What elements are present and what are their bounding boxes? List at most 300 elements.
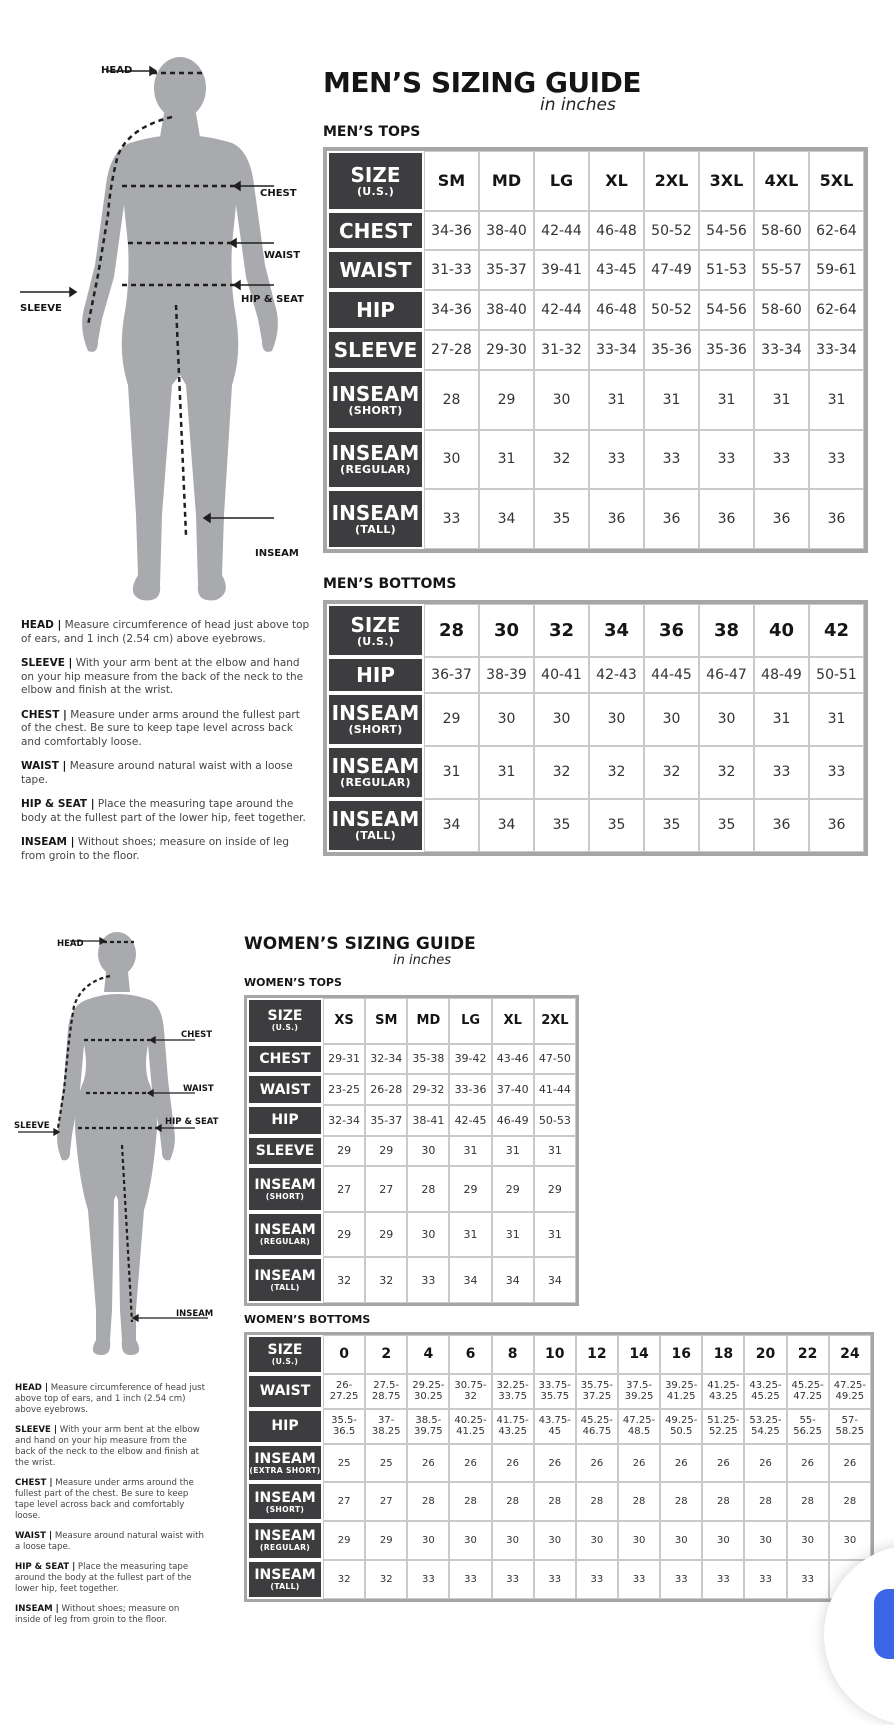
size-column-header: 40: [754, 604, 809, 657]
size-column-header: 10: [534, 1335, 576, 1374]
table-row: [247, 1074, 576, 1105]
value-cell: 31: [534, 1212, 576, 1258]
value-cell: 30: [829, 1521, 871, 1560]
value-cell: 26-27.25: [323, 1374, 365, 1409]
women-label-waist: WAIST: [183, 1084, 214, 1094]
value-cell: 30.75-32: [449, 1374, 491, 1409]
value-cell: 27: [365, 1166, 407, 1212]
value-cell: 62-64: [809, 211, 864, 251]
value-cell: 33: [744, 1560, 786, 1599]
row-label: WAIST: [259, 1383, 311, 1400]
men-label-chest: CHEST: [260, 188, 297, 199]
value-cell: 35.5-36.5: [323, 1409, 365, 1444]
size-column-header: 24: [829, 1335, 871, 1374]
size-header-cell: [327, 151, 424, 211]
value-cell: 26: [787, 1444, 829, 1483]
women-label-inseam: INSEAM: [176, 1309, 214, 1319]
value-cell: 43.25-45.25: [744, 1374, 786, 1409]
value-cell: 35-37: [365, 1105, 407, 1136]
value-cell: 45.25-46.75: [576, 1409, 618, 1444]
description-term: CHEST |: [21, 708, 67, 721]
value-cell: 32: [644, 746, 699, 799]
value-cell: 26: [407, 1444, 449, 1483]
table-row: [247, 1212, 576, 1258]
value-cell: 30: [576, 1521, 618, 1560]
row-header-cell: [327, 746, 424, 799]
size-column-header: 18: [702, 1335, 744, 1374]
value-cell: 36: [699, 489, 754, 549]
row-sublabel: (SHORT): [348, 403, 403, 417]
row-header-cell: [247, 1521, 323, 1560]
value-cell: 28: [534, 1482, 576, 1521]
row-header-cell: [327, 290, 424, 330]
value-cell: 54-56: [699, 211, 754, 251]
row-header-cell: [247, 1257, 323, 1303]
value-cell: 26: [492, 1444, 534, 1483]
description-text: Place the measuring tape around the body at the fullest part of the lower hip, feet together.: [21, 798, 306, 824]
value-cell: 39-41: [534, 250, 589, 290]
row-label: INSEAM: [331, 701, 420, 726]
men-guide-subtitle: in inches: [540, 95, 616, 115]
value-cell: 31-33: [424, 250, 479, 290]
size-column-header: 20: [744, 1335, 786, 1374]
value-cell: 35: [534, 489, 589, 549]
value-cell: 34: [449, 1257, 491, 1303]
value-cell: 25: [323, 1444, 365, 1483]
value-cell: 35: [589, 799, 644, 852]
table-row: [327, 430, 864, 490]
value-cell: 36: [809, 799, 864, 852]
description-term: INSEAM |: [15, 1604, 59, 1614]
table-row: [247, 1374, 871, 1409]
table-row: [327, 290, 864, 330]
value-cell: 30: [644, 693, 699, 746]
value-cell: 30: [589, 693, 644, 746]
row-label: INSEAM: [331, 381, 420, 406]
men-label-head: HEAD: [101, 65, 133, 76]
value-cell: 30: [492, 1521, 534, 1560]
value-cell: 28: [492, 1482, 534, 1521]
description-term: HEAD |: [15, 1383, 48, 1393]
description-item: [21, 836, 311, 863]
value-cell: 38-40: [479, 290, 534, 330]
description-text: Measure around natural waist with a loose tape.: [15, 1531, 205, 1552]
value-cell: 28: [829, 1482, 871, 1521]
value-cell: 31: [589, 370, 644, 430]
description-text: With your arm bent at the elbow and hand on your hip measure from the back of the neck to the elbow and finish at the wrist.: [15, 1425, 200, 1468]
value-cell: 29: [365, 1136, 407, 1167]
row-label: CHEST: [338, 218, 413, 243]
row-header-cell: [327, 250, 424, 290]
size-label: SIZE: [267, 1342, 303, 1359]
description-term: HIP & SEAT |: [21, 798, 95, 810]
value-cell: 38-40: [479, 211, 534, 251]
men-label-inseam: INSEAM: [255, 548, 299, 559]
women-label-head: HEAD: [57, 939, 84, 949]
chat-launcher-button[interactable]: [874, 1589, 894, 1659]
value-cell: 32-34: [365, 1044, 407, 1075]
value-cell: 31: [479, 430, 534, 490]
value-cell: 33: [644, 430, 699, 490]
men-bottoms-table: [323, 600, 868, 856]
value-cell: 33: [534, 1560, 576, 1599]
men-label-waist: WAIST: [264, 250, 301, 261]
row-header-cell: [247, 1482, 323, 1521]
women-bottoms-table: [244, 1332, 874, 1602]
men-tops-heading: MEN’S TOPS: [323, 124, 421, 140]
women-label-sleeve: SLEEVE: [14, 1121, 50, 1131]
value-cell: 30: [660, 1521, 702, 1560]
value-cell: 42-45: [449, 1105, 491, 1136]
value-cell: 34: [424, 799, 479, 852]
row-label: INSEAM: [254, 1567, 316, 1584]
value-cell: 26: [449, 1444, 491, 1483]
row-label: CHEST: [259, 1050, 311, 1067]
women-measurement-descriptions: [15, 1383, 207, 1635]
description-text: Measure under arms around the fullest part of the chest. Be sure to keep tape level across back and comfortably loose.: [21, 708, 300, 748]
value-cell: 30: [449, 1521, 491, 1560]
value-cell: 30: [702, 1521, 744, 1560]
size-column-header: MD: [479, 151, 534, 211]
row-sublabel: (SHORT): [265, 1504, 305, 1514]
women-tops-heading: WOMEN’S TOPS: [244, 976, 342, 989]
value-cell: 46-47: [699, 657, 754, 692]
value-cell: 33-34: [809, 330, 864, 370]
row-sublabel: (REGULAR): [259, 1543, 311, 1553]
description-term: SLEEVE |: [21, 657, 73, 669]
value-cell: 43-46: [492, 1044, 534, 1075]
description-term: SLEEVE |: [15, 1425, 58, 1435]
value-cell: 30: [407, 1212, 449, 1258]
value-cell: 30: [534, 370, 589, 430]
table-row: [247, 1409, 871, 1444]
row-label: SLEEVE: [255, 1142, 315, 1159]
value-cell: 27: [365, 1482, 407, 1521]
row-label: INSEAM: [331, 441, 420, 466]
value-cell: 53.25-54.25: [744, 1409, 786, 1444]
value-cell: 31: [754, 370, 809, 430]
value-cell: 42-44: [534, 211, 589, 251]
value-cell: 28: [618, 1482, 660, 1521]
table-row: [247, 1257, 576, 1303]
description-item: [21, 657, 311, 698]
row-label: INSEAM: [254, 1267, 316, 1284]
description-item: [21, 798, 311, 825]
description-item: [15, 1604, 207, 1626]
size-column-header: 6: [449, 1335, 491, 1374]
value-cell: 31: [492, 1212, 534, 1258]
value-cell: 34: [492, 1257, 534, 1303]
size-column-header: 14: [618, 1335, 660, 1374]
value-cell: 30: [407, 1521, 449, 1560]
value-cell: 32.25-33.75: [492, 1374, 534, 1409]
size-sublabel: (U.S.): [271, 1023, 299, 1033]
value-cell: 47-49: [644, 250, 699, 290]
description-term: HIP & SEAT |: [15, 1562, 76, 1572]
value-cell: 29: [479, 370, 534, 430]
value-cell: 28: [787, 1482, 829, 1521]
value-cell: 29-30: [479, 330, 534, 370]
value-cell: 36: [754, 799, 809, 852]
value-cell: 31: [699, 370, 754, 430]
value-cell: 33: [492, 1560, 534, 1599]
description-text: Measure around natural waist with a loose tape.: [21, 760, 293, 786]
value-cell: 32: [365, 1257, 407, 1303]
value-cell: 46-48: [589, 211, 644, 251]
value-cell: 35-38: [407, 1044, 449, 1075]
value-cell: 30: [407, 1136, 449, 1167]
row-sublabel: (EXTRA SHORT): [249, 1465, 321, 1475]
value-cell: 51.25-52.25: [702, 1409, 744, 1444]
size-sublabel: (U.S.): [356, 184, 395, 198]
value-cell: 36: [644, 489, 699, 549]
value-cell: 29.25-30.25: [407, 1374, 449, 1409]
value-cell: 28: [576, 1482, 618, 1521]
description-term: CHEST |: [15, 1478, 53, 1488]
value-cell: 29: [492, 1166, 534, 1212]
men-guide-title: MEN’S SIZING GUIDE: [323, 66, 641, 99]
value-cell: 33: [754, 746, 809, 799]
value-cell: 33: [660, 1560, 702, 1599]
table-row: [247, 1044, 576, 1075]
value-cell: 34: [479, 799, 534, 852]
value-cell: 50-52: [644, 211, 699, 251]
description-item: [15, 1478, 207, 1522]
size-label: SIZE: [267, 1008, 303, 1025]
size-column-header: 32: [534, 604, 589, 657]
description-item: [21, 709, 311, 750]
row-header-cell: [327, 657, 424, 692]
women-guide-subtitle: in inches: [393, 953, 451, 968]
value-cell: 36-37: [424, 657, 479, 692]
value-cell: 30: [479, 693, 534, 746]
value-cell: 33: [787, 1560, 829, 1599]
table-row: [327, 693, 864, 746]
row-label: INSEAM: [331, 807, 420, 832]
value-cell: 29-32: [407, 1074, 449, 1105]
value-cell: 30: [787, 1521, 829, 1560]
value-cell: 26-28: [365, 1074, 407, 1105]
value-cell: 51-53: [699, 250, 754, 290]
women-body-figure: [10, 930, 220, 1360]
row-label: INSEAM: [254, 1450, 316, 1467]
size-label: SIZE: [350, 612, 401, 637]
table-header-row: [327, 151, 864, 211]
size-column-header: 36: [644, 604, 699, 657]
value-cell: 31: [449, 1212, 491, 1258]
value-cell: 45.25-47.25: [787, 1374, 829, 1409]
men-bottoms-heading: MEN’S BOTTOMS: [323, 576, 457, 592]
table-row: [327, 370, 864, 430]
value-cell: 35: [534, 799, 589, 852]
description-item: [15, 1531, 207, 1553]
size-column-header: 30: [479, 604, 534, 657]
table-header-row: [247, 998, 576, 1044]
row-header-cell: [327, 693, 424, 746]
table-row: [247, 1105, 576, 1136]
value-cell: 33: [702, 1560, 744, 1599]
table-header-row: [327, 604, 864, 657]
value-cell: 32: [323, 1257, 365, 1303]
row-header-cell: [327, 370, 424, 430]
value-cell: 48-49: [754, 657, 809, 692]
value-cell: 27.5-28.75: [365, 1374, 407, 1409]
row-header-cell: [247, 1166, 323, 1212]
value-cell: 33: [424, 489, 479, 549]
size-sublabel: (U.S.): [271, 1357, 299, 1367]
value-cell: 28: [744, 1482, 786, 1521]
table-row: [327, 657, 864, 692]
value-cell: 26: [744, 1444, 786, 1483]
value-cell: 37.5-39.25: [618, 1374, 660, 1409]
size-label: SIZE: [350, 162, 401, 187]
row-header-cell: [327, 489, 424, 549]
value-cell: 30: [534, 1521, 576, 1560]
value-cell: 47-50: [534, 1044, 576, 1075]
size-column-header: SM: [365, 998, 407, 1044]
value-cell: 55-56.25: [787, 1409, 829, 1444]
value-cell: 44-45: [644, 657, 699, 692]
description-term: WAIST |: [21, 760, 67, 772]
size-column-header: 22: [787, 1335, 829, 1374]
row-header-cell: [327, 211, 424, 251]
men-body-figure: [10, 55, 310, 615]
value-cell: 47.25-49.25: [829, 1374, 871, 1409]
value-cell: 32: [699, 746, 754, 799]
value-cell: 33: [809, 430, 864, 490]
size-column-header: 2XL: [534, 998, 576, 1044]
row-header-cell: [247, 1136, 323, 1167]
value-cell: 35-37: [479, 250, 534, 290]
value-cell: 33.75-35.75: [534, 1374, 576, 1409]
table-row: [327, 330, 864, 370]
table-row: [327, 211, 864, 251]
value-cell: 42-44: [534, 290, 589, 330]
size-column-header: 12: [576, 1335, 618, 1374]
value-cell: 47.25-48.5: [618, 1409, 660, 1444]
value-cell: 42-43: [589, 657, 644, 692]
table-row: [247, 1136, 576, 1167]
value-cell: 26: [534, 1444, 576, 1483]
value-cell: 37-40: [492, 1074, 534, 1105]
row-header-cell: [327, 430, 424, 490]
value-cell: 33: [576, 1560, 618, 1599]
value-cell: 29: [365, 1521, 407, 1560]
size-sublabel: (U.S.): [356, 634, 395, 648]
value-cell: 32: [323, 1560, 365, 1599]
value-cell: 36: [589, 489, 644, 549]
value-cell: 37-38.25: [365, 1409, 407, 1444]
value-cell: 41.75-43.25: [492, 1409, 534, 1444]
men-tops-table: [323, 147, 868, 553]
size-column-header: MD: [407, 998, 449, 1044]
size-column-header: XL: [589, 151, 644, 211]
value-cell: 28: [702, 1482, 744, 1521]
value-cell: 55-57: [754, 250, 809, 290]
women-label-hip-seat: HIP & SEAT: [165, 1117, 219, 1127]
value-cell: 33-34: [754, 330, 809, 370]
size-column-header: 38: [699, 604, 754, 657]
value-cell: 33: [449, 1560, 491, 1599]
row-label: INSEAM: [254, 1528, 316, 1545]
row-sublabel: (REGULAR): [259, 1237, 311, 1247]
row-label: WAIST: [339, 258, 412, 283]
table-row: [247, 1482, 871, 1521]
row-sublabel: (SHORT): [348, 723, 403, 737]
women-bottoms-heading: WOMEN’S BOTTOMS: [244, 1313, 371, 1326]
size-column-header: 5XL: [809, 151, 864, 211]
size-column-header: 4: [407, 1335, 449, 1374]
value-cell: 34: [479, 489, 534, 549]
row-header-cell: [247, 1074, 323, 1105]
men-label-hip-seat: HIP & SEAT: [241, 294, 304, 305]
value-cell: 41.25-43.25: [702, 1374, 744, 1409]
table-row: [327, 799, 864, 852]
value-cell: 28: [407, 1166, 449, 1212]
value-cell: 30: [618, 1521, 660, 1560]
value-cell: 26: [576, 1444, 618, 1483]
value-cell: 35-36: [644, 330, 699, 370]
value-cell: 30: [534, 693, 589, 746]
value-cell: 31: [479, 746, 534, 799]
row-label: INSEAM: [254, 1489, 316, 1506]
value-cell: 30: [424, 430, 479, 490]
value-cell: 43.75-45: [534, 1409, 576, 1444]
size-column-header: 3XL: [699, 151, 754, 211]
row-label: INSEAM: [331, 501, 420, 526]
description-item: [15, 1425, 207, 1469]
value-cell: 32: [589, 746, 644, 799]
value-cell: 46-48: [589, 290, 644, 330]
value-cell: 32-34: [323, 1105, 365, 1136]
size-column-header: 2XL: [644, 151, 699, 211]
value-cell: 31: [424, 746, 479, 799]
row-header-cell: [327, 799, 424, 852]
value-cell: 62-64: [809, 290, 864, 330]
value-cell: 25: [365, 1444, 407, 1483]
value-cell: 33: [754, 430, 809, 490]
men-label-sleeve: SLEEVE: [20, 303, 62, 314]
row-label: HIP: [271, 1418, 299, 1435]
value-cell: 39.25-41.25: [660, 1374, 702, 1409]
value-cell: 59-61: [809, 250, 864, 290]
value-cell: 32: [534, 430, 589, 490]
value-cell: 57-58.25: [829, 1409, 871, 1444]
description-item: [15, 1383, 207, 1416]
value-cell: 33: [809, 746, 864, 799]
row-header-cell: [247, 1374, 323, 1409]
row-label: INSEAM: [254, 1176, 316, 1193]
value-cell: 27: [323, 1482, 365, 1521]
value-cell: 29: [534, 1166, 576, 1212]
row-sublabel: (TALL): [354, 829, 397, 843]
value-cell: 58-60: [754, 290, 809, 330]
size-column-header: 2: [365, 1335, 407, 1374]
size-header-cell: [327, 604, 424, 657]
value-cell: 33-34: [589, 330, 644, 370]
size-column-header: LG: [449, 998, 491, 1044]
value-cell: 26: [660, 1444, 702, 1483]
value-cell: 27: [323, 1166, 365, 1212]
value-cell: 38.5-39.75: [407, 1409, 449, 1444]
value-cell: 34-36: [424, 211, 479, 251]
table-row: [247, 1560, 871, 1599]
value-cell: 28: [407, 1482, 449, 1521]
row-label: INSEAM: [331, 754, 420, 779]
description-term: WAIST |: [15, 1531, 53, 1541]
value-cell: 29: [323, 1521, 365, 1560]
value-cell: 33: [618, 1560, 660, 1599]
